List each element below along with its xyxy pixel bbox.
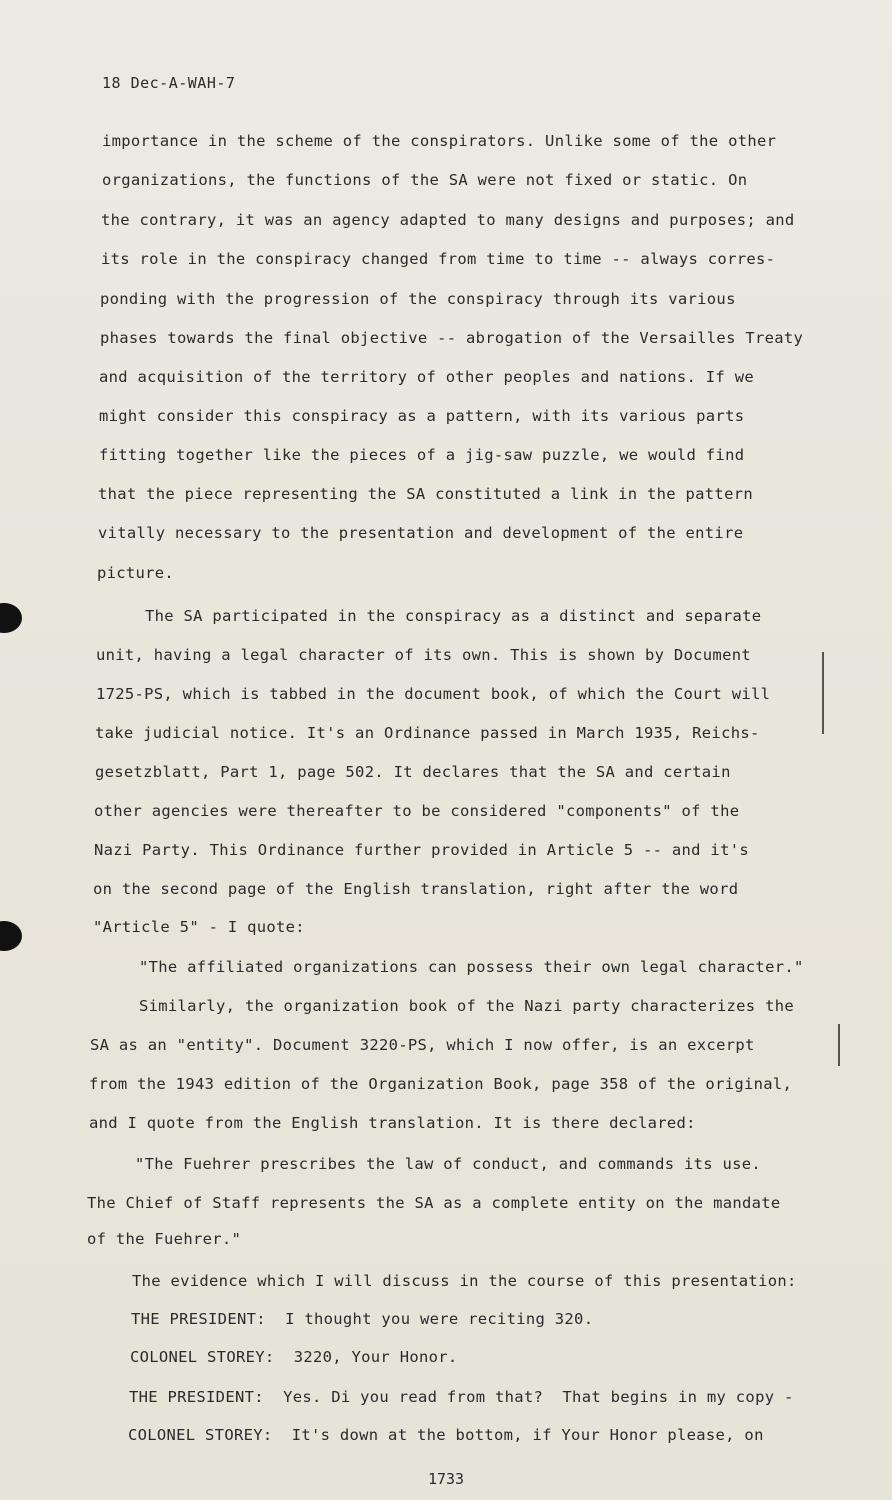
text-line: "The Fuehrer prescribes the law of conduct, and commands its use.: [135, 1155, 762, 1173]
text-line: "Article 5" - I quote:: [93, 918, 305, 936]
text-line: Nazi Party. This Ordinance further provided in Article 5 -- and it's: [94, 841, 749, 859]
text-line: picture.: [97, 564, 175, 582]
text-line: fitting together like the pieces of a jig-saw puzzle, we would find: [99, 446, 745, 464]
text-line: other agencies were thereafter to be considered "components" of the: [94, 802, 740, 820]
text-line: ponding with the progression of the conspiracy through its various: [100, 290, 736, 308]
page-header: 18 Dec-A-WAH-7: [102, 74, 236, 92]
text-line: THE PRESIDENT: I thought you were reciting 320.: [131, 1310, 594, 1328]
text-line: the contrary, it was an agency adapted to many designs and purposes; and: [101, 211, 795, 229]
page-number: 1733: [427, 1470, 465, 1488]
text-line: gesetzblatt, Part 1, page 502. It declares that the SA and certain: [95, 763, 731, 781]
text-line: The Chief of Staff represents the SA as a complete entity on the mandate: [87, 1194, 781, 1212]
text-line: "The affiliated organizations can possess their own legal character.": [139, 958, 804, 976]
text-line: The SA participated in the conspiracy as a distinct and separate: [145, 607, 762, 625]
text-line: on the second page of the English translation, right after the word: [93, 880, 739, 898]
text-line: COLONEL STOREY: 3220, Your Honor.: [130, 1348, 458, 1366]
text-line: and I quote from the English translation. It is there declared:: [89, 1114, 696, 1132]
text-line: THE PRESIDENT: Yes. Di you read from that? That begins in my copy -: [129, 1388, 794, 1406]
text-line: its role in the conspiracy changed from time to time -- always corres-: [101, 250, 776, 268]
binder-hole: [0, 921, 22, 951]
text-line: from the 1943 edition of the Organization Book, page 358 of the original,: [89, 1075, 793, 1093]
text-line: COLONEL STOREY: It's down at the bottom, if Your Honor please, on: [128, 1426, 764, 1444]
margin-mark: [838, 1024, 840, 1066]
text-line: phases towards the final objective -- abrogation of the Versailles Treaty: [100, 329, 804, 347]
text-line: vitally necessary to the presentation and development of the entire: [98, 524, 744, 542]
text-line: importance in the scheme of the conspirators. Unlike some of the other: [102, 132, 777, 150]
text-line: might consider this conspiracy as a pattern, with its various parts: [99, 407, 745, 425]
text-line: Similarly, the organization book of the Nazi party characterizes the: [139, 997, 794, 1015]
margin-mark: [822, 652, 824, 734]
text-line: and acquisition of the territory of other peoples and nations. If we: [99, 368, 754, 386]
text-line: The evidence which I will discuss in the course of this presentation:: [132, 1272, 797, 1290]
text-line: SA as an "entity". Document 3220-PS, which I now offer, is an excerpt: [90, 1036, 755, 1054]
text-line: 1725-PS, which is tabbed in the document book, of which the Court will: [96, 685, 771, 703]
text-line: of the Fuehrer.": [87, 1230, 242, 1248]
text-line: that the piece representing the SA constituted a link in the pattern: [98, 485, 753, 503]
text-line: organizations, the functions of the SA were not fixed or static. On: [102, 171, 748, 189]
text-line: take judicial notice. It's an Ordinance passed in March 1935, Reichs-: [95, 724, 760, 742]
text-line: unit, having a legal character of its own. This is shown by Document: [96, 646, 751, 664]
binder-hole: [0, 603, 22, 633]
